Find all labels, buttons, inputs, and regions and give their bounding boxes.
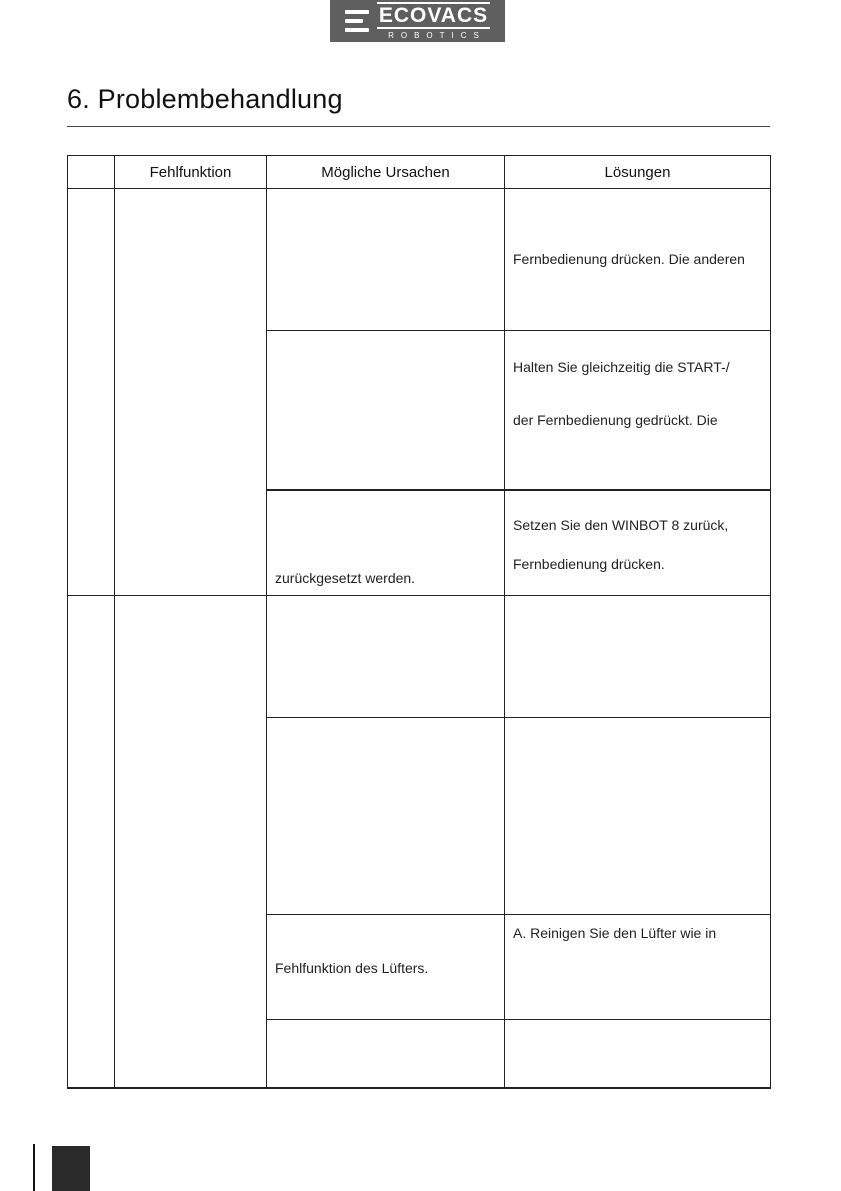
column-header-loesungen: Lösungen <box>604 163 671 181</box>
table-border-left <box>67 155 68 1089</box>
page-title: 6. Problembehandlung <box>67 84 343 114</box>
column-divider-1 <box>114 155 115 1089</box>
solution-text: Fernbedienung drücken. <box>513 556 665 572</box>
cause-text: Fehlfunktion des Lüfters. <box>275 960 429 976</box>
row-divider <box>266 330 771 331</box>
group-divider <box>67 595 771 596</box>
solution-text: Setzen Sie den WINBOT 8 zurück, <box>513 517 729 533</box>
column-header-fehlfunktion: Fehlfunktion <box>149 163 232 181</box>
solution-text: der Fernbedienung gedrückt. Die <box>513 412 718 428</box>
solution-text: Halten Sie gleichzeitig die START-/ <box>513 359 730 375</box>
column-divider-3 <box>504 155 505 1089</box>
title-divider <box>67 126 770 127</box>
solution-text: A. Reinigen Sie den Lüfter wie in <box>513 925 717 941</box>
cause-text: zurückgesetzt werden. <box>275 570 416 586</box>
footer-rule <box>33 1144 35 1191</box>
column-header-ursachen: Mögliche Ursachen <box>321 163 450 181</box>
table-border-right <box>770 155 771 1089</box>
page-tab-block <box>52 1146 90 1191</box>
solution-text: Fernbedienung drücken. Die anderen <box>513 251 745 267</box>
row-divider <box>266 914 771 915</box>
ecovacs-logo <box>330 0 505 42</box>
column-divider-2 <box>266 155 267 1089</box>
column-header-index <box>67 155 114 189</box>
ecovacs-e-icon <box>345 8 369 34</box>
troubleshooting-table <box>67 155 771 1089</box>
row-divider <box>266 489 771 491</box>
table-border-bottom <box>67 1087 771 1089</box>
row-divider <box>266 1019 771 1020</box>
logo-wordmark <box>377 2 490 40</box>
logo-brand: ECOVACS <box>378 4 489 27</box>
row-divider <box>266 717 771 718</box>
logo-sub: ROBOTICS <box>388 31 486 40</box>
